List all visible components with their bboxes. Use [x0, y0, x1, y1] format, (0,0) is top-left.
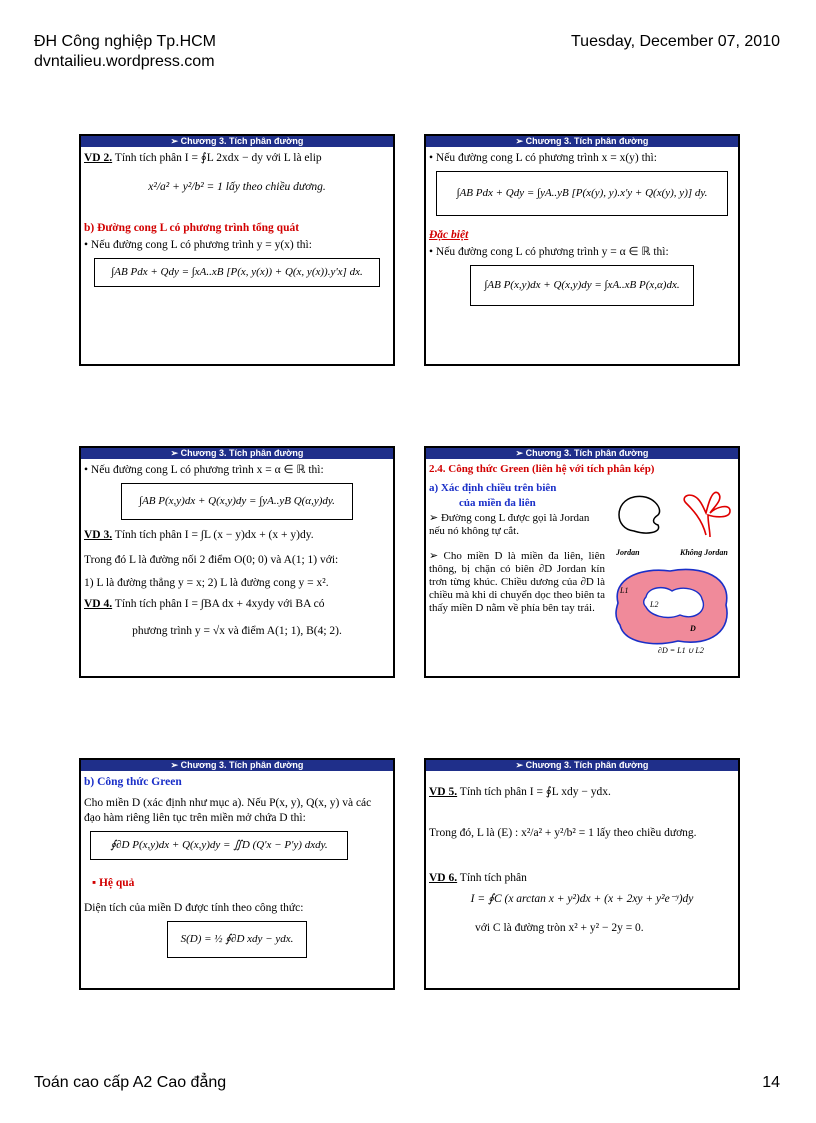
vd3-label: VD 3. [84, 529, 113, 541]
section-heading: b) Đường cong L có phương trình tổng quát [84, 222, 300, 234]
vd4-text: Tính tích phân I = ∫BA dx + 4xydy với BA có [114, 598, 325, 610]
corollary-heading: ▪ Hệ quả [92, 876, 390, 891]
label-d: D [690, 624, 696, 633]
vd5-text: Tính tích phân I = ∮L xdy − ydx. [459, 786, 611, 798]
slide-title: ➢ Chương 3. Tích phân đường [426, 760, 738, 771]
vd2-label: VD 2. [84, 152, 113, 164]
label-boundary: ∂D = L1 ∪ L2 [658, 646, 704, 655]
vd6-line3: với C là đường tròn x² + y² − 2y = 0. [475, 922, 644, 934]
multiply-connected-domain-figure [606, 563, 738, 655]
vd6-label: VD 6. [429, 872, 458, 884]
green-heading: 2.4. Công thức Green (liên hệ với tích phân kép) [429, 463, 655, 475]
bullet-text: • Nếu đường cong L có phương trình x = x(y) thì: [429, 151, 735, 166]
vd4-continued: phương trình y = √x và điểm A(1; 1), B(4; 2). [132, 625, 342, 637]
vd6-formula: I = ∮C (x arctan x + y²)dx + (x + 2xy + y²e⁻ʸ)dy [470, 893, 694, 905]
slide-title: ➢ Chương 3. Tích phân đường [81, 136, 393, 147]
slide-6 [424, 758, 740, 990]
green-formula-heading: b) Công thức Green [84, 776, 182, 788]
jordan-curves-figure [606, 479, 738, 559]
slide-1 [79, 134, 395, 366]
formula-box-2: ∫AB P(x,y)dx + Q(x,y)dy = ∫xA..xB P(x,α)dx. [470, 265, 694, 306]
slide-3 [79, 446, 395, 678]
footer-course: Toán cao cấp A2 Cao đẳng [34, 1074, 227, 1091]
slide-title: ➢ Chương 3. Tích phân đường [426, 448, 738, 459]
green-formula-box: ∮∂D P(x,y)dx + Q(x,y)dy = ∬D (Q'x − P'y) dxdy. [90, 831, 348, 860]
label-l1: L1 [620, 586, 629, 595]
formula-box: ∫AB Pdx + Qdy = ∫yA..yB [P(x(y), y).x'y + Q(x(y), y)] dy. [436, 171, 728, 216]
area-formula-box: S(D) = ½ ∮∂D xdy − ydx. [167, 921, 307, 958]
vd3-line1: Trong đó L là đường nối 2 điểm O(0; 0) và A(1; 1) với: [84, 554, 339, 566]
vd3-text: Tính tích phân I = ∫L (x − y)dx + (x + y)dy. [114, 529, 314, 541]
jordan-definition: ➢ Đường cong L được gọi là Jordan nếu nó không tự cắt. [429, 512, 605, 538]
slide-title: ➢ Chương 3. Tích phân đường [81, 760, 393, 771]
slide-2 [424, 134, 740, 366]
label-l2: L2 [650, 600, 659, 609]
subheading-a-2: của miền đa liên [459, 497, 536, 509]
slide-title: ➢ Chương 3. Tích phân đường [426, 136, 738, 147]
slide-4 [424, 446, 740, 678]
vd5-label: VD 5. [429, 786, 458, 798]
formula-box: ∫AB Pdx + Qdy = ∫xA..xB [P(x, y(x)) + Q(x, y(x)).y'x] dx. [94, 258, 380, 287]
slide-title: ➢ Chương 3. Tích phân đường [81, 448, 393, 459]
green-condition-text: Cho miền D (xác định như mục a). Nếu P(x, y), Q(x, y) và các đạo hàm riêng liên tục trên miền mở chứa D thì: [84, 797, 372, 824]
label-not-jordan: Không Jordan [680, 548, 728, 557]
page-number: 14 [762, 1074, 780, 1091]
vd2-ellipse: x²/a² + y²/b² = 1 lấy theo chiều dương. [148, 181, 326, 193]
domain-definition: ➢ Cho miền D là miền đa liên, liên thông, bị chặn có biên ∂D Jordan kín trơn từng khúc. Chiều dương của ∂D là chiều mà khi di chuyển dọc theo biên ta thấy miền D nằm về phía bên tay trái. [429, 550, 605, 615]
vd2-text: Tính tích phân I = ∮L 2xdx − dy với L là elip [114, 152, 322, 164]
special-heading: Đặc biệt [429, 229, 469, 241]
subheading-a: a) Xác định chiều trên biên [429, 482, 557, 494]
area-text: Diện tích của miền D được tính theo công thức: [84, 902, 304, 914]
vd4-label: VD 4. [84, 598, 113, 610]
jordan-curve [619, 496, 660, 533]
vd3-line2: 1) L là đường thẳng y = x; 2) L là đường cong y = x². [84, 577, 329, 589]
header-website: dvntailieu.wordpress.com [34, 53, 215, 70]
bullet-text: • Nếu đường cong L có phương trình x = α ∈ ℝ thì: [84, 463, 390, 478]
header-org: ĐH Công nghiệp Tp.HCM [34, 33, 217, 50]
bullet-text-2: • Nếu đường cong L có phương trình y = α ∈ ℝ thì: [429, 245, 735, 260]
label-jordan: Jordan [616, 548, 640, 557]
slide-5 [79, 758, 395, 990]
vd6-text: Tính tích phân [459, 872, 527, 884]
vd5-line2: Trong đó, L là (E) : x²/a² + y²/b² = 1 lấy theo chiều dương. [429, 827, 697, 839]
formula-box: ∫AB P(x,y)dx + Q(x,y)dy = ∫yA..yB Q(α,y)dy. [121, 483, 353, 520]
non-jordan-curve [684, 492, 730, 537]
header-date: Tuesday, December 07, 2010 [570, 33, 780, 50]
bullet-text: • Nếu đường cong L có phương trình y = y(x) thì: [84, 238, 390, 253]
